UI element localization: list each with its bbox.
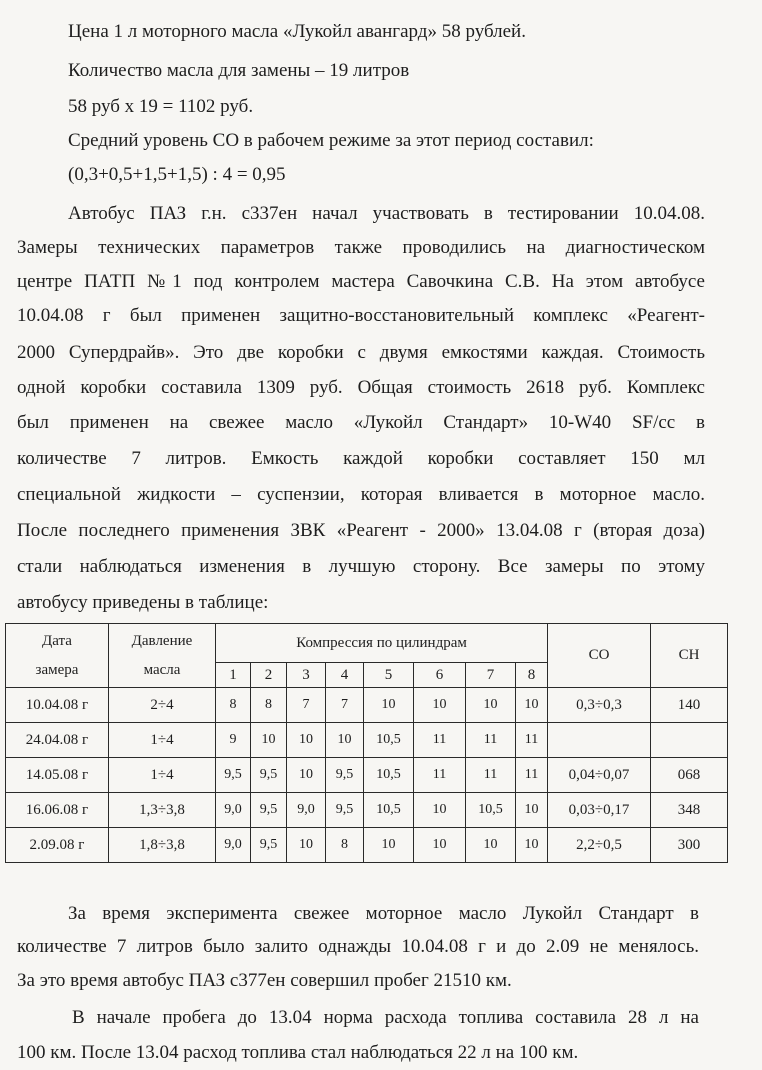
cell-cylinder: 10 [326, 723, 364, 758]
cell-cylinder: 10 [466, 688, 516, 723]
cell-pressure: 1÷4 [109, 723, 216, 758]
cell-cylinder: 9,0 [287, 793, 326, 828]
cell-cylinder: 11 [516, 723, 548, 758]
paragraph-line: Автобус ПАЗ г.н. с337ен начал участвовать в тестировании 10.04.08. [68, 203, 705, 224]
cell-co: 2,2÷0,5 [548, 828, 651, 863]
header-ch: СН [651, 624, 728, 688]
cell-date: 2.09.08 г [6, 828, 109, 863]
cell-cylinder: 11 [466, 758, 516, 793]
price-line: Цена 1 л моторного масла «Лукойл авангард» 58 рублей. [68, 21, 526, 42]
cell-cylinder: 10 [516, 793, 548, 828]
paragraph-line: 2000 Супердрайв». Это две коробки с двумя емкостями каждая. Стоимость [17, 342, 705, 363]
cell-cylinder: 10,5 [364, 758, 414, 793]
table-row [6, 688, 728, 723]
measurements-table [5, 623, 728, 863]
header-date-line2: замера [35, 661, 79, 678]
paragraph-line: После последнего применения ЗВК «Реагент - 2000» 13.04.08 г (вторая доза) [17, 520, 705, 541]
closing-line: 100 км. После 13.04 расход топлива стал наблюдаться 22 л на 100 км. [17, 1042, 579, 1063]
cell-cylinder: 10 [287, 828, 326, 863]
cylinder-number: 5 [364, 663, 414, 688]
co-formula-line: (0,3+0,5+1,5+1,5) : 4 = 0,95 [68, 164, 286, 185]
cell-cylinder: 10 [364, 828, 414, 863]
cell-cylinder: 10 [414, 793, 466, 828]
cell-cylinder: 9,0 [216, 793, 251, 828]
cell-cylinder: 10 [466, 828, 516, 863]
header-pressure-line2: масла [143, 661, 181, 678]
cell-co: 0,3÷0,3 [548, 688, 651, 723]
quantity-line: Количество масла для замены – 19 литров [68, 60, 410, 81]
cylinder-number: 2 [251, 663, 287, 688]
cell-co: 0,04÷0,07 [548, 758, 651, 793]
paragraph-line: автобусу приведены в таблице: [17, 592, 269, 613]
cell-ch: 068 [651, 758, 728, 793]
paragraph-line: одной коробки составила 1309 руб. Общая стоимость 2618 руб. Комплекс [17, 377, 705, 398]
paragraph-line: центре ПАТП №1 под контролем мастера Савочкина С.В. На этом автобусе [17, 271, 705, 292]
closing-line: За это время автобус ПАЗ с377ен совершил пробег 21510 км. [17, 970, 512, 991]
cell-cylinder: 10 [287, 758, 326, 793]
cell-ch [651, 723, 728, 758]
cell-cylinder: 11 [466, 723, 516, 758]
closing-line: количестве 7 литров было залито однажды 10.04.08 г и до 2.09 не менялось. [17, 936, 699, 957]
cell-date: 16.06.08 г [6, 793, 109, 828]
header-date-line1: Дата [42, 633, 72, 649]
cell-cylinder: 10,5 [364, 793, 414, 828]
cell-cylinder: 8 [216, 688, 251, 723]
cell-cylinder: 9,5 [326, 793, 364, 828]
co-heading-line: Средний уровень СО в рабочем режиме за этот период составил: [68, 130, 594, 151]
cylinder-number: 6 [414, 663, 466, 688]
cell-cylinder: 11 [516, 758, 548, 793]
cell-cylinder: 10 [251, 723, 287, 758]
cell-pressure: 1,8÷3,8 [109, 828, 216, 863]
cell-pressure: 2÷4 [109, 688, 216, 723]
header-co: СО [548, 624, 651, 688]
cylinder-number: 1 [216, 663, 251, 688]
table-row [6, 723, 728, 758]
cell-cylinder: 10 [414, 688, 466, 723]
cell-cylinder: 9,5 [326, 758, 364, 793]
paragraph-line: количестве 7 литров. Емкость каждой коробки составляет 150 мл [17, 448, 705, 469]
cell-co [548, 723, 651, 758]
cylinder-number: 8 [516, 663, 548, 688]
table-row [6, 793, 728, 828]
cell-cylinder: 10,5 [364, 723, 414, 758]
cell-cylinder: 8 [251, 688, 287, 723]
cell-cylinder: 10 [516, 828, 548, 863]
paragraph-line: 10.04.08 г был применен защитно-восстановительный комплекс «Реагент- [17, 305, 705, 326]
paragraph-line: Замеры технических параметров также проводились на диагностическом [17, 237, 705, 258]
cell-cylinder: 11 [414, 723, 466, 758]
closing-line: В начале пробега до 13.04 норма расхода топлива составила 28 л на [72, 1007, 699, 1028]
cell-cylinder: 10 [414, 828, 466, 863]
cell-cylinder: 9,5 [216, 758, 251, 793]
closing-line: За время эксперимента свежее моторное масло Лукойл Стандарт в [68, 903, 699, 924]
table-header-row [6, 624, 728, 663]
cell-cylinder: 9,0 [216, 828, 251, 863]
cell-cylinder: 10 [516, 688, 548, 723]
cylinder-number: 3 [287, 663, 326, 688]
paragraph-line: специальной жидкости – суспензии, которая вливается в моторное масло. [17, 484, 705, 505]
cell-cylinder: 11 [414, 758, 466, 793]
cell-pressure: 1,3÷3,8 [109, 793, 216, 828]
cell-ch: 140 [651, 688, 728, 723]
cell-ch: 300 [651, 828, 728, 863]
cell-pressure: 1÷4 [109, 758, 216, 793]
calc-line: 58 руб х 19 = 1102 руб. [68, 96, 254, 117]
cell-cylinder: 9 [216, 723, 251, 758]
cell-cylinder: 8 [326, 828, 364, 863]
cylinder-number: 4 [326, 663, 364, 688]
cell-cylinder: 7 [287, 688, 326, 723]
cell-date: 10.04.08 г [6, 688, 109, 723]
cell-date: 14.05.08 г [6, 758, 109, 793]
cylinder-number: 7 [466, 663, 516, 688]
cell-ch: 348 [651, 793, 728, 828]
cell-cylinder: 10,5 [466, 793, 516, 828]
cell-cylinder: 10 [364, 688, 414, 723]
cell-cylinder: 7 [326, 688, 364, 723]
table-row [6, 758, 728, 793]
cell-cylinder: 9,5 [251, 758, 287, 793]
header-pressure-line1: Давление [131, 633, 193, 649]
cell-co: 0,03÷0,17 [548, 793, 651, 828]
paragraph-line: был применен на свежее масло «Лукойл Стандарт» 10-W40 SF/cc в [17, 412, 705, 433]
cell-cylinder: 9,5 [251, 828, 287, 863]
header-date [6, 624, 109, 688]
cell-date: 24.04.08 г [6, 723, 109, 758]
paragraph-line: стали наблюдаться изменения в лучшую сторону. Все замеры по этому [17, 556, 705, 577]
header-compression: Компрессия по цилиндрам [216, 624, 548, 663]
cell-cylinder: 10 [287, 723, 326, 758]
cell-cylinder: 9,5 [251, 793, 287, 828]
header-pressure [109, 624, 216, 688]
table-row [6, 828, 728, 863]
